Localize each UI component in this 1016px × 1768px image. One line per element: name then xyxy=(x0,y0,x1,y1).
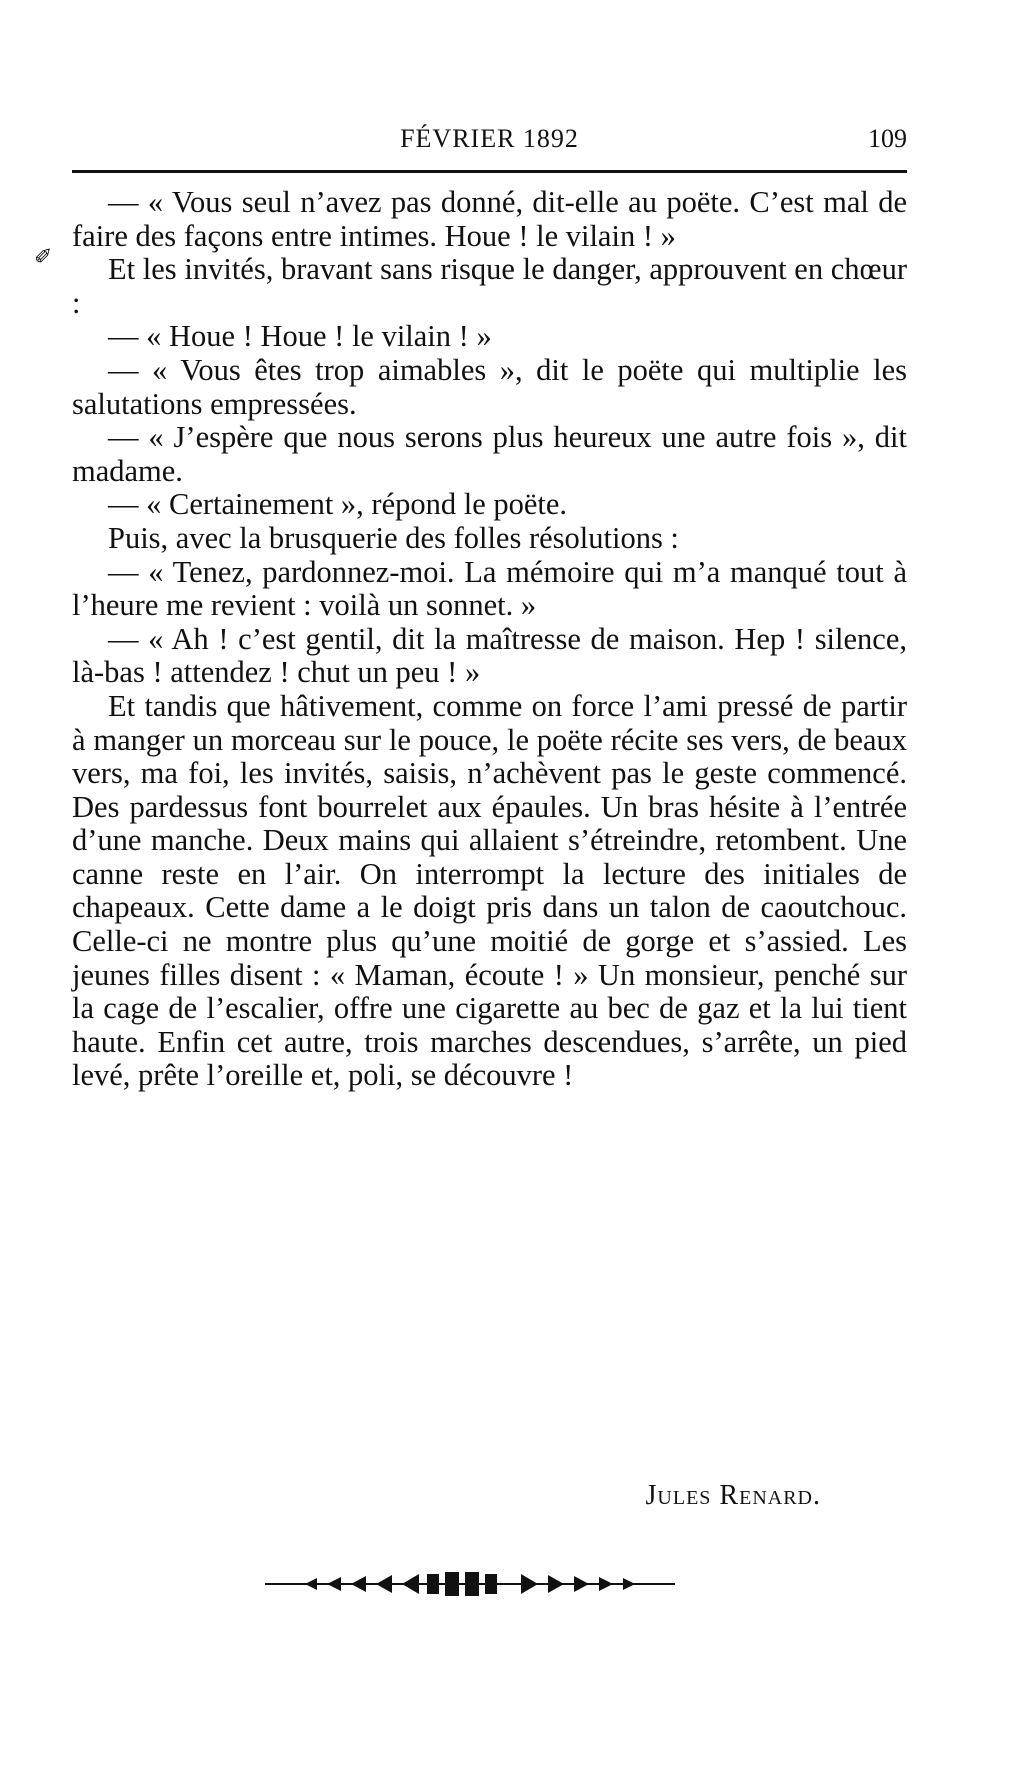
paragraph: — « Tenez, pardonnez-moi. La mémoire qui m’a manqué tout à l’heure me revient : voilà un sonnet. » xyxy=(72,554,907,623)
running-head xyxy=(72,124,907,160)
paragraph: Et tandis que hâtivement, comme on force l’ami pressé de partir à manger un morceau sur le pouce, le poëte récite ses vers, de beaux vers, ma foi, les invités, saisis, n’achèvent pas le geste commencé. Des pardessus font bourrelet aux épaules. Un bras hésite à l’entrée d’une manche. Deux mains qui allaient s’étreindre, retombent. Une canne reste en l’air. On interrompt la lecture des initiales de chapeaux. Cette dame a le doigt pris dans un talon de caoutchouc. Celle-ci ne montre plus qu’une moitié de gorge et s’assied. Les jeunes filles disent : « Maman, écoute ! » Un monsieur, penché sur la cage de l’escalier, offre une cigarette au bec de gaz et la lui tient haute. Enfin cet autre, trois marches descendues, s’arrête, un pied levé, prête l’oreille et, poli, se découvre ! xyxy=(72,688,907,1093)
page-number: 109 xyxy=(868,124,907,153)
running-title: FÉVRIER 1892 xyxy=(400,124,579,153)
paragraph: — « Vous seul n’avez pas donné, dit-elle au poëte. C’est mal de faire des façons entre intimes. Houe ! le vilain ! » xyxy=(72,185,907,253)
body-text xyxy=(72,186,907,1093)
fleuron-ornament-icon xyxy=(265,1568,675,1600)
paragraph: — « J’espère que nous serons plus heureux une autre fois », dit madame. xyxy=(72,420,907,488)
paragraph: — « Ah ! c’est gentil, dit la maîtresse de maison. Hep ! silence, là-bas ! attendez ! chut un peu ! » xyxy=(72,621,907,690)
paragraph: — « Houe ! Houe ! le vilain ! » xyxy=(108,319,492,354)
paragraph: — « Vous êtes trop aimables », dit le poëte qui multiplie les salutations empressées. xyxy=(72,352,907,421)
header-rule xyxy=(72,170,907,173)
author-signature: Jules Renard. xyxy=(645,1480,821,1511)
paragraph: Et les invités, bravant sans risque le danger, approuvent en chœur : xyxy=(72,252,907,320)
paragraph: Puis, avec la brusquerie des folles résolutions : xyxy=(108,520,679,555)
margin-mark-icon: ✐ xyxy=(34,245,53,270)
paragraph: — « Certainement », répond le poëte. xyxy=(108,487,568,522)
